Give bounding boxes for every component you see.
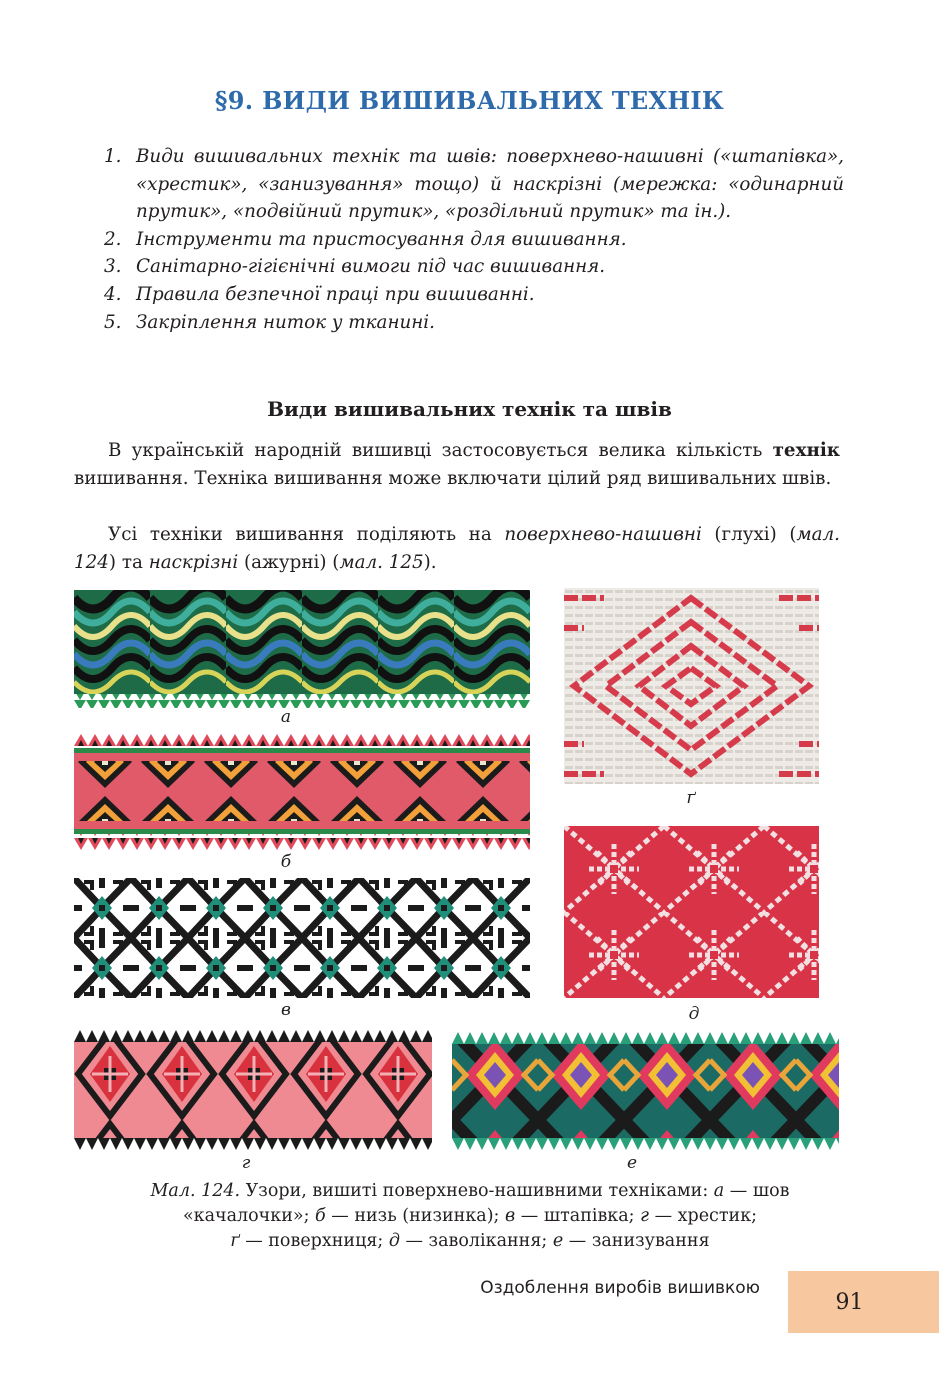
figure-label-b: б: [280, 852, 292, 872]
caption-letter: г: [640, 1206, 649, 1226]
caption-text: — занизування: [563, 1231, 710, 1251]
paragraph-1: [74, 437, 840, 493]
footer-section-title: Оздоблення виробів вишивкою: [480, 1278, 760, 1298]
italic-term: поверхнево-нашивні: [504, 524, 702, 545]
page-title: §9. ВИДИ ВИШИВАЛЬНИХ ТЕХНІК: [214, 86, 725, 115]
embroidery-image-a: [74, 590, 530, 708]
caption-text: Узори, вишиті поверхнево-нашивними техніками:: [240, 1181, 714, 1201]
figure-caption: [90, 1179, 850, 1254]
caption-letter: д: [388, 1231, 400, 1251]
list-item-number: 4.: [104, 283, 122, 305]
paragraph-text: В українській народній вишивці застосовується велика кількість: [108, 440, 773, 461]
embroidery-image-g2: [564, 588, 819, 784]
list-item-number: 5.: [104, 311, 122, 333]
caption-text: — заволікання;: [399, 1231, 553, 1251]
embroidery-image-g: [74, 1028, 432, 1152]
embroidery-image-v: [74, 878, 530, 998]
list-item-text: Закріплення ниток у тканині.: [136, 311, 435, 333]
list-item: [104, 281, 844, 309]
figure-label-e: е: [626, 1153, 638, 1173]
paragraph-text: (глухі) (: [701, 524, 797, 545]
section-heading: Види вишивальних технік та швів: [267, 397, 672, 421]
caption-text: — шов «качалочки»;: [182, 1181, 790, 1226]
paragraph-text: вишивання. Техніка вишивання може включати цілий ряд вишивальних швів.: [74, 468, 832, 489]
caption-text: — низь (низинка);: [325, 1206, 505, 1226]
figure-label-d: д: [688, 1004, 700, 1024]
figure-ref: мал. 124: [74, 524, 840, 573]
figure-label-a: а: [280, 707, 292, 727]
list-item-number: 3.: [104, 256, 122, 278]
caption-text: — штапівка;: [515, 1206, 641, 1226]
paragraph-text: ).: [423, 552, 437, 573]
caption-letter: б: [315, 1206, 326, 1226]
caption-letter: е: [552, 1231, 564, 1251]
embroidery-image-b: [74, 732, 530, 852]
embroidery-image-e: [452, 1030, 839, 1152]
paragraph-text: (ажурні) (: [238, 552, 340, 573]
caption-text: — поверхниця;: [239, 1231, 389, 1251]
caption-letter: ґ: [230, 1231, 240, 1251]
list-item-text: Санітарно-гігієнічні вимоги під час вишивання.: [136, 256, 606, 278]
caption-ref: Мал. 124.: [150, 1181, 241, 1201]
paragraph-text: Усі техніки вишивання поділяють на: [108, 524, 505, 545]
list-item: [104, 143, 844, 226]
figure-label-v: в: [281, 1000, 291, 1020]
list-item: [104, 226, 844, 254]
figure-label-g2: ґ: [686, 788, 696, 808]
embroidery-image-d: [564, 826, 819, 998]
list-item: [104, 309, 844, 337]
paragraph-2: [74, 521, 840, 577]
topics-list: [104, 143, 844, 336]
italic-term: наскрізні: [148, 552, 239, 573]
paragraph-text: ) та: [108, 552, 149, 573]
caption-letter: в: [505, 1206, 516, 1226]
page-number: 91: [835, 1289, 864, 1315]
list-item-text: Види вишивальних технік та швів: поверхнево-нашивні («штапівка», «хрестик», «занизування» тощо) й наскрізні (мережка: «одинарний прутик», «подвійний прутик», «роздільний прутик» та ін.).: [136, 146, 844, 223]
caption-letter: а: [713, 1181, 725, 1201]
figure-ref: мал. 125: [339, 552, 424, 573]
page-number-box: [788, 1271, 939, 1333]
list-item-number: 1.: [104, 146, 122, 167]
list-item-text: Інструменти та пристосування для вишивання.: [136, 228, 627, 250]
list-item: [104, 253, 844, 281]
figure-label-g: г: [241, 1153, 251, 1173]
list-item-text: Правила безпечної праці при вишиванні.: [136, 283, 535, 305]
bold-term: технік: [772, 440, 840, 461]
caption-text: — хрестик;: [649, 1206, 758, 1226]
list-item-number: 2.: [104, 228, 122, 250]
